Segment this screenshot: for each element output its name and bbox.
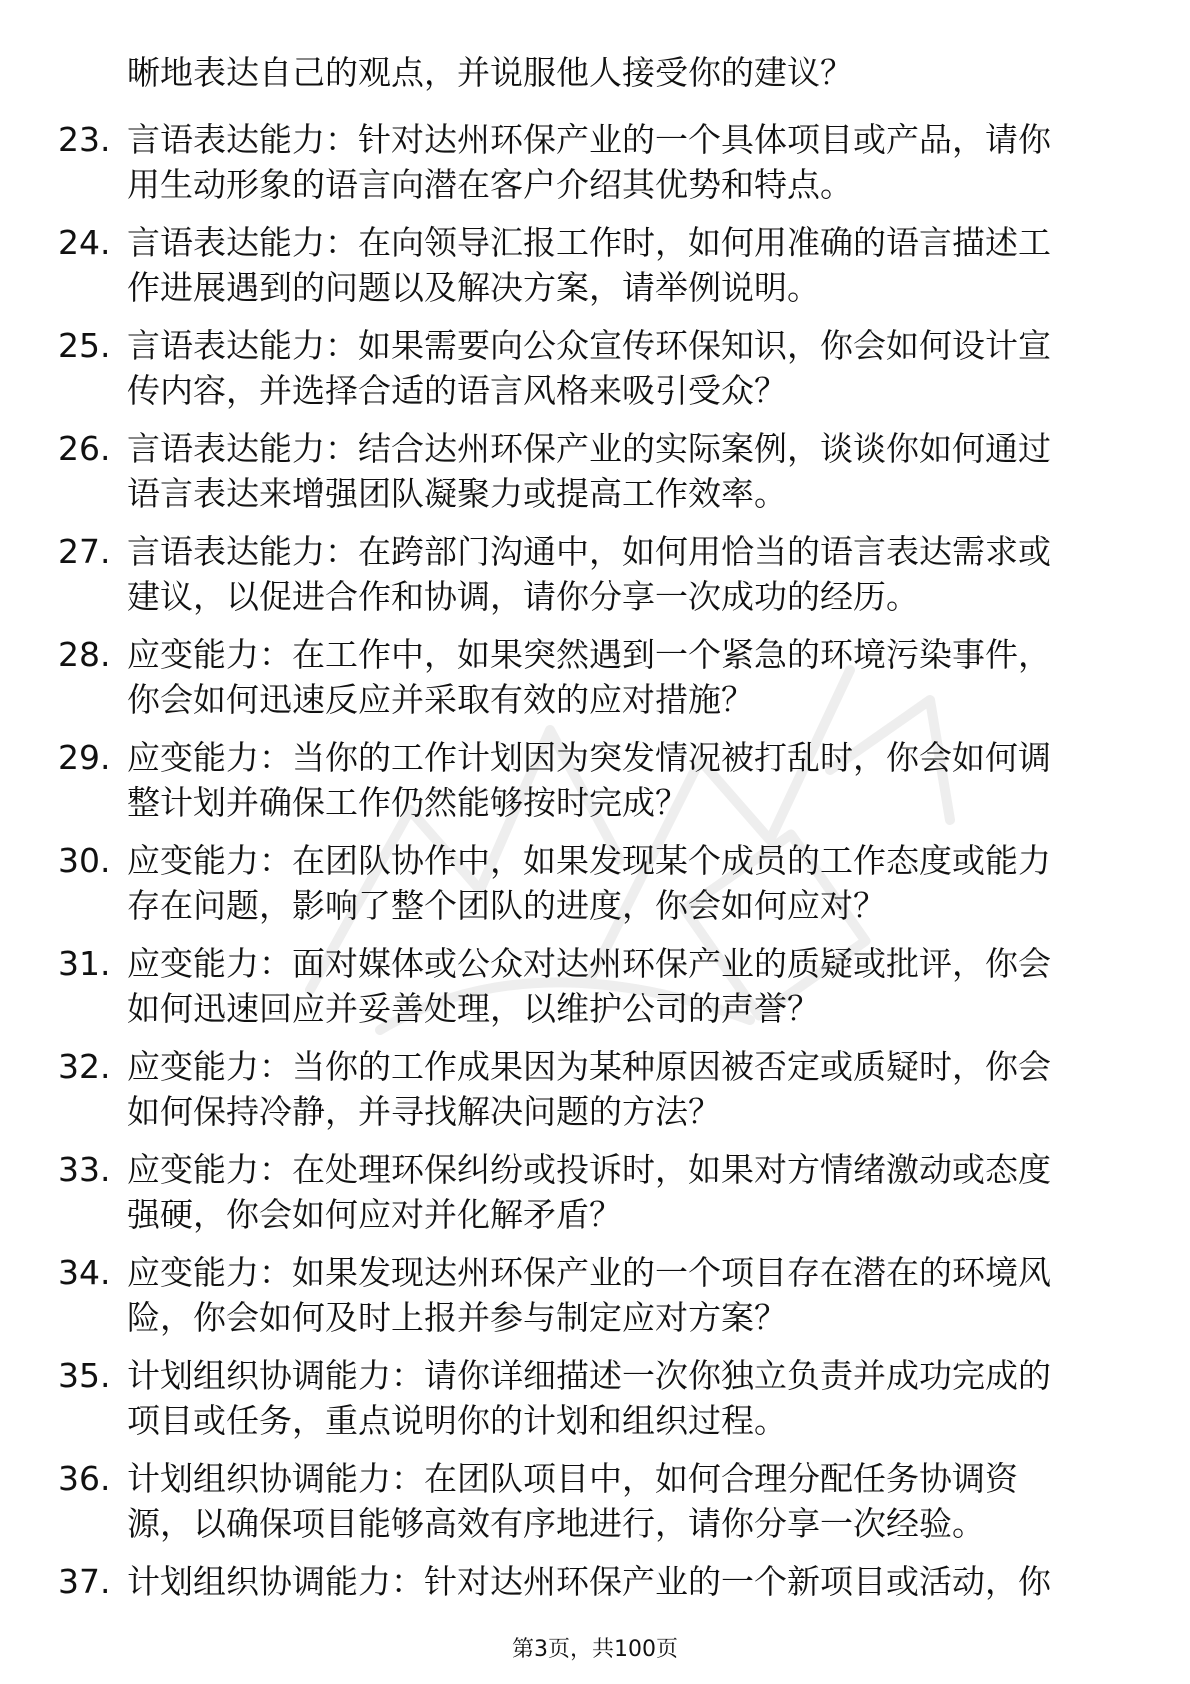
question-item <box>0 323 1190 426</box>
question-line: 建议，以促进合作和协调，请你分享一次成功的经历。 <box>127 577 919 616</box>
question-number: 25. <box>58 326 111 365</box>
question-text <box>127 1250 1117 1340</box>
question-line: 如何迅速回应并妥善处理，以维护公司的声誉？ <box>127 989 820 1028</box>
question-number: 36. <box>58 1459 111 1498</box>
question-line: 应变能力：在团队协作中，如果发现某个成员的工作态度或能力 <box>127 841 1051 880</box>
question-text <box>127 941 1117 1031</box>
question-text <box>127 117 1117 207</box>
question-item <box>0 838 1190 941</box>
question-number: 35. <box>58 1356 111 1395</box>
question-item <box>0 426 1190 529</box>
question-item <box>0 1250 1190 1353</box>
question-line: 言语表达能力：在向领导汇报工作时，如何用准确的语言描述工 <box>127 223 1051 262</box>
question-list <box>0 117 1190 1662</box>
question-number: 29. <box>58 738 111 777</box>
question-text <box>127 838 1117 928</box>
question-number: 27. <box>58 532 111 571</box>
question-text <box>127 1147 1117 1237</box>
question-line: 用生动形象的语言向潜在客户介绍其优势和特点。 <box>127 165 853 204</box>
question-line: 你会如何迅速反应并采取有效的应对措施？ <box>127 680 754 719</box>
question-line: 强硬，你会如何应对并化解矛盾？ <box>127 1195 622 1234</box>
question-number: 31. <box>58 944 111 983</box>
question-number: 33. <box>58 1150 111 1189</box>
question-line: 应变能力：当你的工作计划因为突发情况被打乱时，你会如何调 <box>127 738 1051 777</box>
question-line: 险，你会如何及时上报并参与制定应对方案？ <box>127 1298 787 1337</box>
question-text <box>127 1044 1117 1134</box>
question-text <box>127 323 1117 413</box>
question-line: 计划组织协调能力：在团队项目中，如何合理分配任务协调资 <box>127 1459 1018 1498</box>
question-line: 源，以确保项目能够高效有序地进行，请你分享一次经验。 <box>127 1504 985 1543</box>
question-number: 34. <box>58 1253 111 1292</box>
question-line: 存在问题，影响了整个团队的进度，你会如何应对？ <box>127 886 886 925</box>
question-line: 言语表达能力：结合达州环保产业的实际案例，谈谈你如何通过 <box>127 429 1051 468</box>
question-text <box>127 1559 1117 1604</box>
question-line: 计划组织协调能力：针对达州环保产业的一个新项目或活动，你 <box>127 1562 1051 1601</box>
question-line: 应变能力：在处理环保纠纷或投诉时，如果对方情绪激动或态度 <box>127 1150 1051 1189</box>
question-line: 应变能力：在工作中，如果突然遇到一个紧急的环境污染事件， <box>127 635 1051 674</box>
question-line: 应变能力：当你的工作成果因为某种原因被否定或质疑时，你会 <box>127 1047 1051 1086</box>
question-line: 言语表达能力：在跨部门沟通中，如何用恰当的语言表达需求或 <box>127 532 1051 571</box>
question-text <box>127 632 1117 722</box>
question-line: 作进展遇到的问题以及解决方案，请举例说明。 <box>127 268 820 307</box>
question-item <box>0 941 1190 1044</box>
question-item <box>0 735 1190 838</box>
question-number: 24. <box>58 223 111 262</box>
question-line: 项目或任务，重点说明你的计划和组织过程。 <box>127 1401 787 1440</box>
question-text <box>127 529 1117 619</box>
question-line: 语言表达来增强团队凝聚力或提高工作效率。 <box>127 474 787 513</box>
question-text <box>127 1353 1117 1443</box>
question-line: 言语表达能力：针对达州环保产业的一个具体项目或产品，请你 <box>127 120 1051 159</box>
question-number: 23. <box>58 120 111 159</box>
question-line: 计划组织协调能力：请你详细描述一次你独立负责并成功完成的 <box>127 1356 1051 1395</box>
question-item <box>0 529 1190 632</box>
question-text <box>127 735 1117 825</box>
continued-question-text: 晰地表达自己的观点，并说服他人接受你的建议？ <box>127 53 853 92</box>
question-line: 如何保持冷静，并寻找解决问题的方法？ <box>127 1092 721 1131</box>
question-item <box>0 1044 1190 1147</box>
question-item <box>0 220 1190 323</box>
question-number: 28. <box>58 635 111 674</box>
question-line: 言语表达能力：如果需要向公众宣传环保知识，你会如何设计宣 <box>127 326 1051 365</box>
question-text <box>127 220 1117 310</box>
question-line: 传内容，并选择合适的语言风格来吸引受众？ <box>127 371 787 410</box>
question-number: 37. <box>58 1562 111 1601</box>
question-item <box>0 1456 1190 1559</box>
question-item <box>0 1353 1190 1456</box>
question-line: 应变能力：面对媒体或公众对达州环保产业的质疑或批评，你会 <box>127 944 1051 983</box>
question-line: 应变能力：如果发现达州环保产业的一个项目存在潜在的环境风 <box>127 1253 1051 1292</box>
question-item <box>0 117 1190 220</box>
question-item <box>0 632 1190 735</box>
question-number: 30. <box>58 841 111 880</box>
page-number-footer: 第3页，共100页 <box>512 1637 678 1662</box>
question-text <box>127 426 1117 516</box>
question-text <box>127 1456 1117 1546</box>
question-number: 32. <box>58 1047 111 1086</box>
question-line: 整计划并确保工作仍然能够按时完成？ <box>127 783 688 822</box>
question-item <box>0 1147 1190 1250</box>
question-number: 26. <box>58 429 111 468</box>
